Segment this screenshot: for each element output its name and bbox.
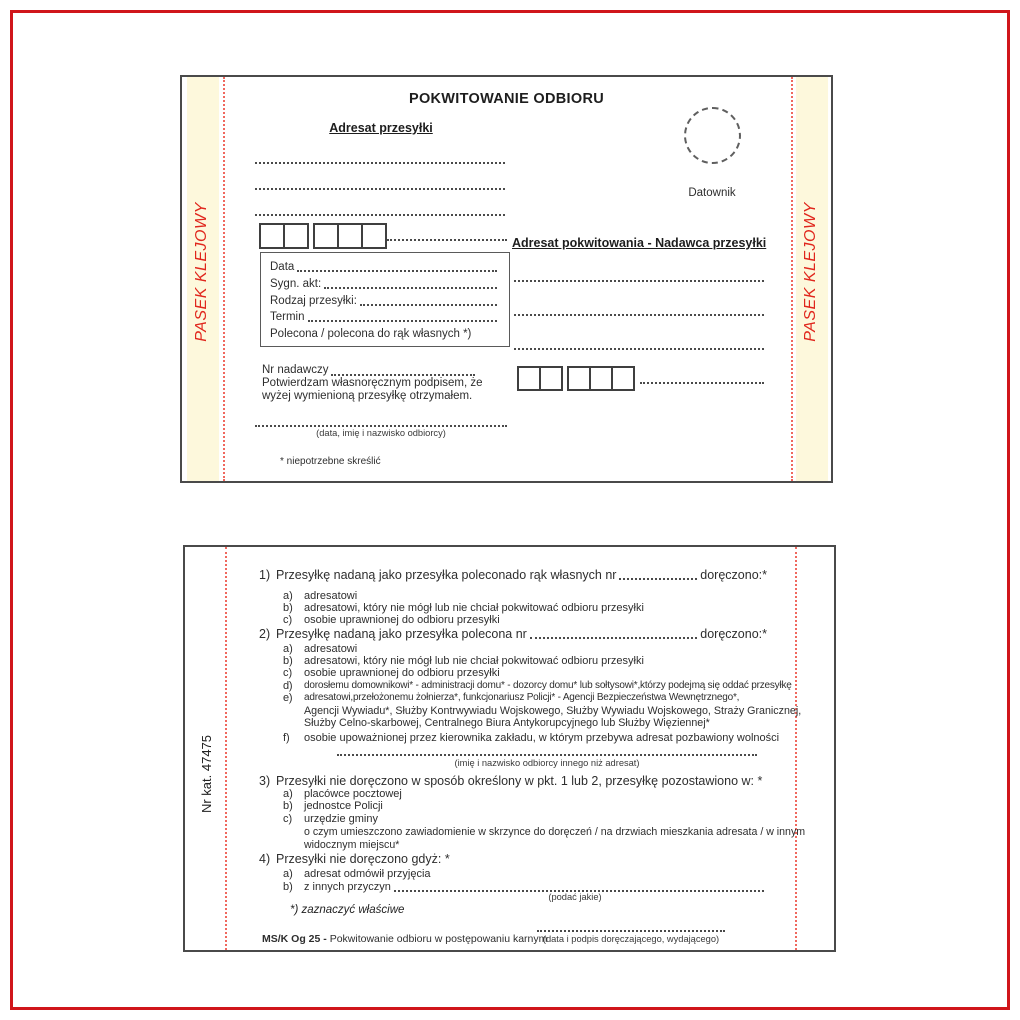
item-2a[interactable]: a) adresatowi xyxy=(283,643,358,655)
form-code-title: Pokwitowanie odbioru w postępowaniu karnym xyxy=(329,933,548,945)
deliverer-signature-caption: (data i podpis doręczającego, wydającego) xyxy=(542,934,720,944)
item-3-text: Przesyłki nie doręczono w sposób określony w pkt. 1 lub 2, przesyłkę pozostawiono w: * xyxy=(276,774,763,788)
item-2d[interactable]: d) dorosłemu domownikowi* - administracji domu* - dozorcy domu* lub sołtysowi*,którzy podejmą się oddać przesyłkę xyxy=(283,680,792,692)
item-1-text: Przesyłkę nadaną jako przesyłka poleconado rąk własnych nr xyxy=(276,568,617,582)
item-3a[interactable]: a) placówce pocztowej xyxy=(283,788,402,800)
adhesive-strip-right-label: PASEK KLEJOWY xyxy=(802,202,819,342)
other-reason-field[interactable] xyxy=(394,881,764,892)
form-code: MS/K Og 25 - xyxy=(262,933,327,945)
item-3-row xyxy=(259,774,762,788)
addressee-line-2[interactable] xyxy=(255,188,505,190)
receipt-card xyxy=(180,75,833,483)
addressee-line-1[interactable] xyxy=(255,162,505,164)
item-3-note-line1: o czym umieszczono zawiadomienie w skrzynce do doręczeń / na drzwiach mieszkania adresata / w innym xyxy=(304,826,806,838)
other-recipient-caption: (imię i nazwisko odbiorcy innego niż adresat) xyxy=(454,758,640,768)
item-2-number: 2) xyxy=(259,627,271,641)
postal-code-boxes-3[interactable] xyxy=(313,223,387,249)
shipment-type-field[interactable] xyxy=(360,295,497,306)
confirmation-text-line1: Potwierdzam własnoręcznym podpisem, że xyxy=(262,377,483,389)
perforation-line-left xyxy=(225,547,227,950)
signature-line[interactable] xyxy=(255,425,507,427)
sender-number-row xyxy=(262,364,478,376)
adhesive-strip-left-label: PASEK KLEJOWY xyxy=(193,202,210,342)
deadline-field[interactable] xyxy=(308,311,497,322)
mark-appropriate-legend: *) zaznaczyć właściwe xyxy=(290,904,405,916)
item-4-text: Przesyłki nie doręczono gdyż: * xyxy=(276,852,450,866)
perforation-line-right xyxy=(795,547,797,950)
sender-line-1[interactable] xyxy=(514,280,764,282)
item-1a[interactable]: a) adresatowi xyxy=(283,590,358,602)
item-3b[interactable]: b) jednostce Policji xyxy=(283,800,383,812)
recipient-postal-boxes-3[interactable] xyxy=(567,366,635,391)
confirmation-text-line2: wyżej wymienioną przesyłkę otrzymałem. xyxy=(262,390,473,402)
city-line[interactable] xyxy=(387,239,507,241)
item-4-number: 4) xyxy=(259,852,271,866)
strike-out-footnote: * niepotrzebne skreślić xyxy=(280,456,381,467)
deadline-label: Termin xyxy=(270,311,305,324)
recipient-postal-boxes-2[interactable] xyxy=(517,366,563,391)
sender-line-3[interactable] xyxy=(514,348,764,350)
item-2-text-after: doręczono:* xyxy=(700,627,767,641)
item-2e-line3: Służby Celno-skarbowej, Centralnego Biura Antykorupcyjnego lub Służby Więziennej* xyxy=(304,717,710,729)
sender-number-label: Nr nadawczy xyxy=(262,364,329,376)
form-code-line xyxy=(262,933,547,945)
signature-caption: (data, imię i nazwisko odbiorcy) xyxy=(316,428,446,438)
date-label: Data xyxy=(270,261,295,273)
item-3-number: 3) xyxy=(259,774,271,788)
datownik-stamp-circle xyxy=(684,107,741,164)
specify-caption: (podać jakie) xyxy=(548,892,602,902)
sender-number-field[interactable] xyxy=(331,364,475,376)
catalog-number: Nr kat. 47475 xyxy=(199,734,214,814)
item-1b[interactable]: b) adresatowi, który nie mógł lub nie chciał pokwitować odbioru przesyłki xyxy=(283,602,644,614)
postal-code-boxes-2[interactable] xyxy=(259,223,309,249)
item-2e[interactable]: e) adresatowi,przełożonemu żołnierza*, funkcjonariusz Policji* - Agencji Bezpieczeństwa Wewnętrznego*, xyxy=(283,692,740,704)
deliverer-signature-line[interactable] xyxy=(537,930,725,932)
other-recipient-name-line[interactable] xyxy=(337,754,757,756)
case-number-label: Sygn. akt: xyxy=(270,277,322,290)
item-2c[interactable]: c) osobie uprawnionej do odbioru przesyłki xyxy=(283,667,500,679)
addressee-heading: Adresat przesyłki xyxy=(329,121,433,135)
item-1-number-field[interactable] xyxy=(619,568,697,580)
item-2-number-field[interactable] xyxy=(530,627,697,639)
item-4b[interactable]: b) z innych przyczyn xyxy=(283,881,767,893)
registered-option-label: Polecona / polecona do rąk własnych *) xyxy=(270,328,472,340)
receipt-addressee-heading: Adresat pokwitowania - Nadawca przesyłki xyxy=(512,236,767,250)
case-number-field[interactable] xyxy=(324,278,497,289)
datownik-label: Datownik xyxy=(688,187,736,199)
item-4a[interactable]: a) adresat odmówił przyjęcia xyxy=(283,868,431,880)
perforation-line-left xyxy=(223,77,225,481)
item-3c[interactable]: c) urzędzie gminy xyxy=(283,813,378,825)
perforation-line-right xyxy=(791,77,793,481)
sender-line-2[interactable] xyxy=(514,314,764,316)
form-title: POKWITOWANIE ODBIORU xyxy=(408,91,605,107)
addressee-line-3[interactable] xyxy=(255,214,505,216)
item-3-note-line2: widocznym miejscu* xyxy=(304,839,400,851)
item-2-text: Przesyłkę nadaną jako przesyłka polecona nr xyxy=(276,627,527,641)
item-2-row xyxy=(259,627,767,641)
item-2e-line2: Agencji Wywiadu*, Służby Kontrwywiadu Wojskowego, Służby Wywiadu Wojskowego, Straży Granicznej, xyxy=(304,705,802,717)
item-1-text-after: doręczono:* xyxy=(700,568,767,582)
date-field[interactable] xyxy=(297,261,497,272)
item-4-row xyxy=(259,852,450,866)
item-2f[interactable]: f) osobie upoważnionej przez kierownika zakładu, w którym przebywa adresat pozbawiony wolności xyxy=(283,732,780,744)
recipient-city-line[interactable] xyxy=(640,382,764,384)
item-2b[interactable]: b) adresatowi, który nie mógł lub nie chciał pokwitować odbioru przesyłki xyxy=(283,655,644,667)
item-1c[interactable]: c) osobie uprawnionej do odbioru przesyłki xyxy=(283,614,500,626)
item-1-row xyxy=(259,568,767,582)
shipment-type-label: Rodzaj przesyłki: xyxy=(270,294,357,307)
delivery-report-card xyxy=(183,545,836,952)
shipment-details-box xyxy=(260,252,510,347)
item-1-number: 1) xyxy=(259,568,271,582)
